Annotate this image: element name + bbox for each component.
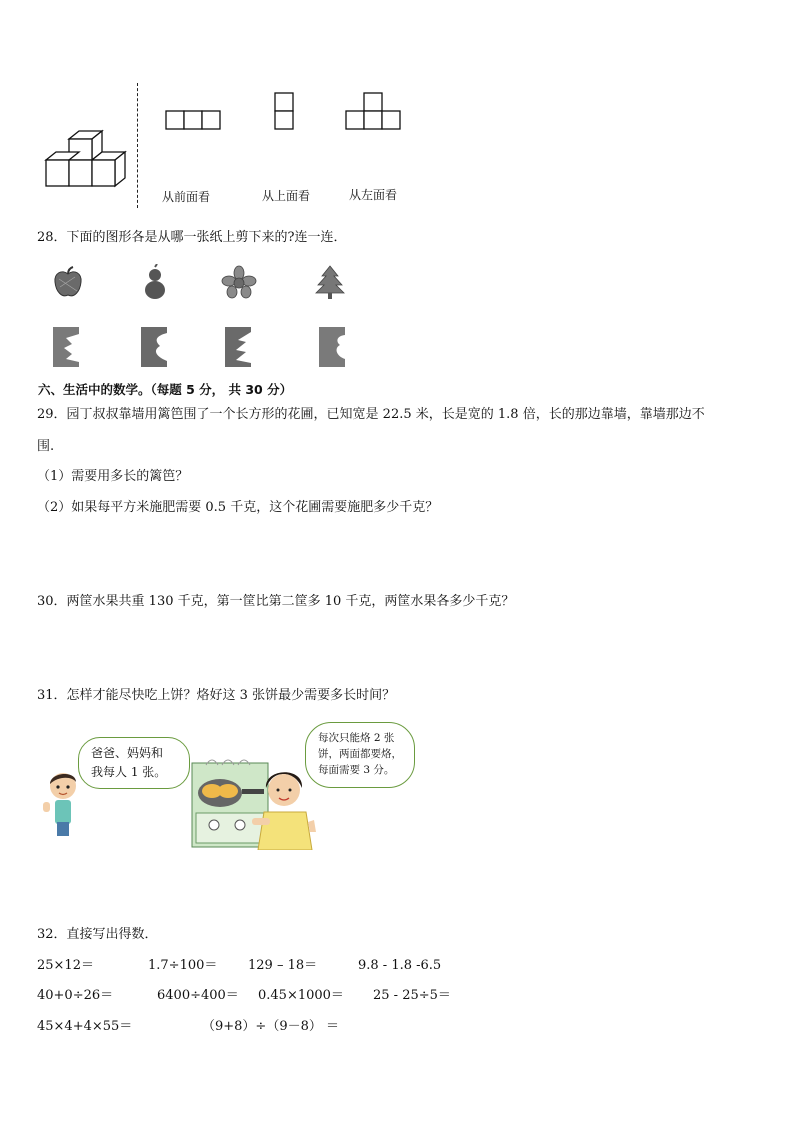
speech-bubble-left <box>78 737 190 789</box>
question-28: 28．下面的图形各是从哪一张纸上剪下来的?连一连． <box>37 230 347 245</box>
calc-r2-c2: 6400÷400＝ <box>157 988 239 1003</box>
calc-r1-c2: 1.7÷100＝ <box>148 958 218 973</box>
question-29-sub1: （1）需要用多长的篱笆？ <box>37 469 189 484</box>
calc-r1-c1: 25×12＝ <box>37 958 94 973</box>
question-32: 32．直接写出得数． <box>37 927 158 942</box>
question-29-line2: 围. <box>37 439 55 454</box>
bubble-right-line1: 每次只能烙 2 张 <box>318 732 395 744</box>
front-view-shape <box>165 110 223 132</box>
question-29-sub2: （2）如果每平方米施肥需要 0.5 千克，这个花圃需要施肥多少千克？ <box>37 500 439 515</box>
cube-stack-figure <box>40 125 130 190</box>
question-31: 31．怎样才能尽快吃上饼？烙好这 3 张饼最少需要多长时间？ <box>37 688 396 703</box>
paper-cut-3 <box>224 326 252 368</box>
bubble-left-line2: 我每人 1 张。 <box>91 765 167 779</box>
divider-dashed-line <box>137 83 138 208</box>
calc-r2-c4: 25 - 25÷5＝ <box>373 988 451 1003</box>
top-view-label: 从上面看 <box>262 189 311 203</box>
bubble-left-line1: 爸爸、妈妈和 <box>91 746 164 760</box>
calc-r3-c1: 45×4+4×55＝ <box>37 1019 133 1034</box>
tree-icon <box>313 264 347 302</box>
calc-r1-c3: 129 – 18＝ <box>248 958 318 973</box>
calc-r3-c2: （9+8）÷（9－8） ＝ <box>202 1019 340 1034</box>
top-view-shape <box>274 92 296 132</box>
paper-cut-2 <box>140 326 168 368</box>
question-29-line1: 29．园丁叔叔靠墙用篱笆围了一个长方形的花圃，已知宽是 22.5 米，长是宽的 1.8 倍，长的那边靠墙，靠墙那边不 <box>37 407 705 422</box>
left-view-label: 从左面看 <box>349 188 398 202</box>
apple-icon <box>50 265 86 301</box>
paper-cut-1 <box>52 326 80 368</box>
gourd-icon <box>137 264 173 302</box>
calc-r2-c3: 0.45×1000＝ <box>258 988 344 1003</box>
flower-icon <box>220 265 258 301</box>
calc-r2-c1: 40+0÷26＝ <box>37 988 114 1003</box>
front-view-label: 从前面看 <box>162 190 211 204</box>
speech-bubble-right <box>305 722 415 788</box>
section-6-title: 六、生活中的数学。（每题 5 分， 共 30 分） <box>38 382 293 397</box>
bubble-right-line3: 每面需要 3 分。 <box>318 764 395 776</box>
left-view-shape <box>345 92 403 132</box>
bubble-right-line2: 饼，两面都要烙， <box>318 748 402 760</box>
paper-cut-4 <box>318 326 346 368</box>
question-30: 30．两筐水果共重 130 千克，第一筐比第二筐多 10 千克，两筐水果各多少千克？ <box>37 594 515 609</box>
calc-r1-c4: 9.8 - 1.8 -6.5 <box>358 958 442 973</box>
